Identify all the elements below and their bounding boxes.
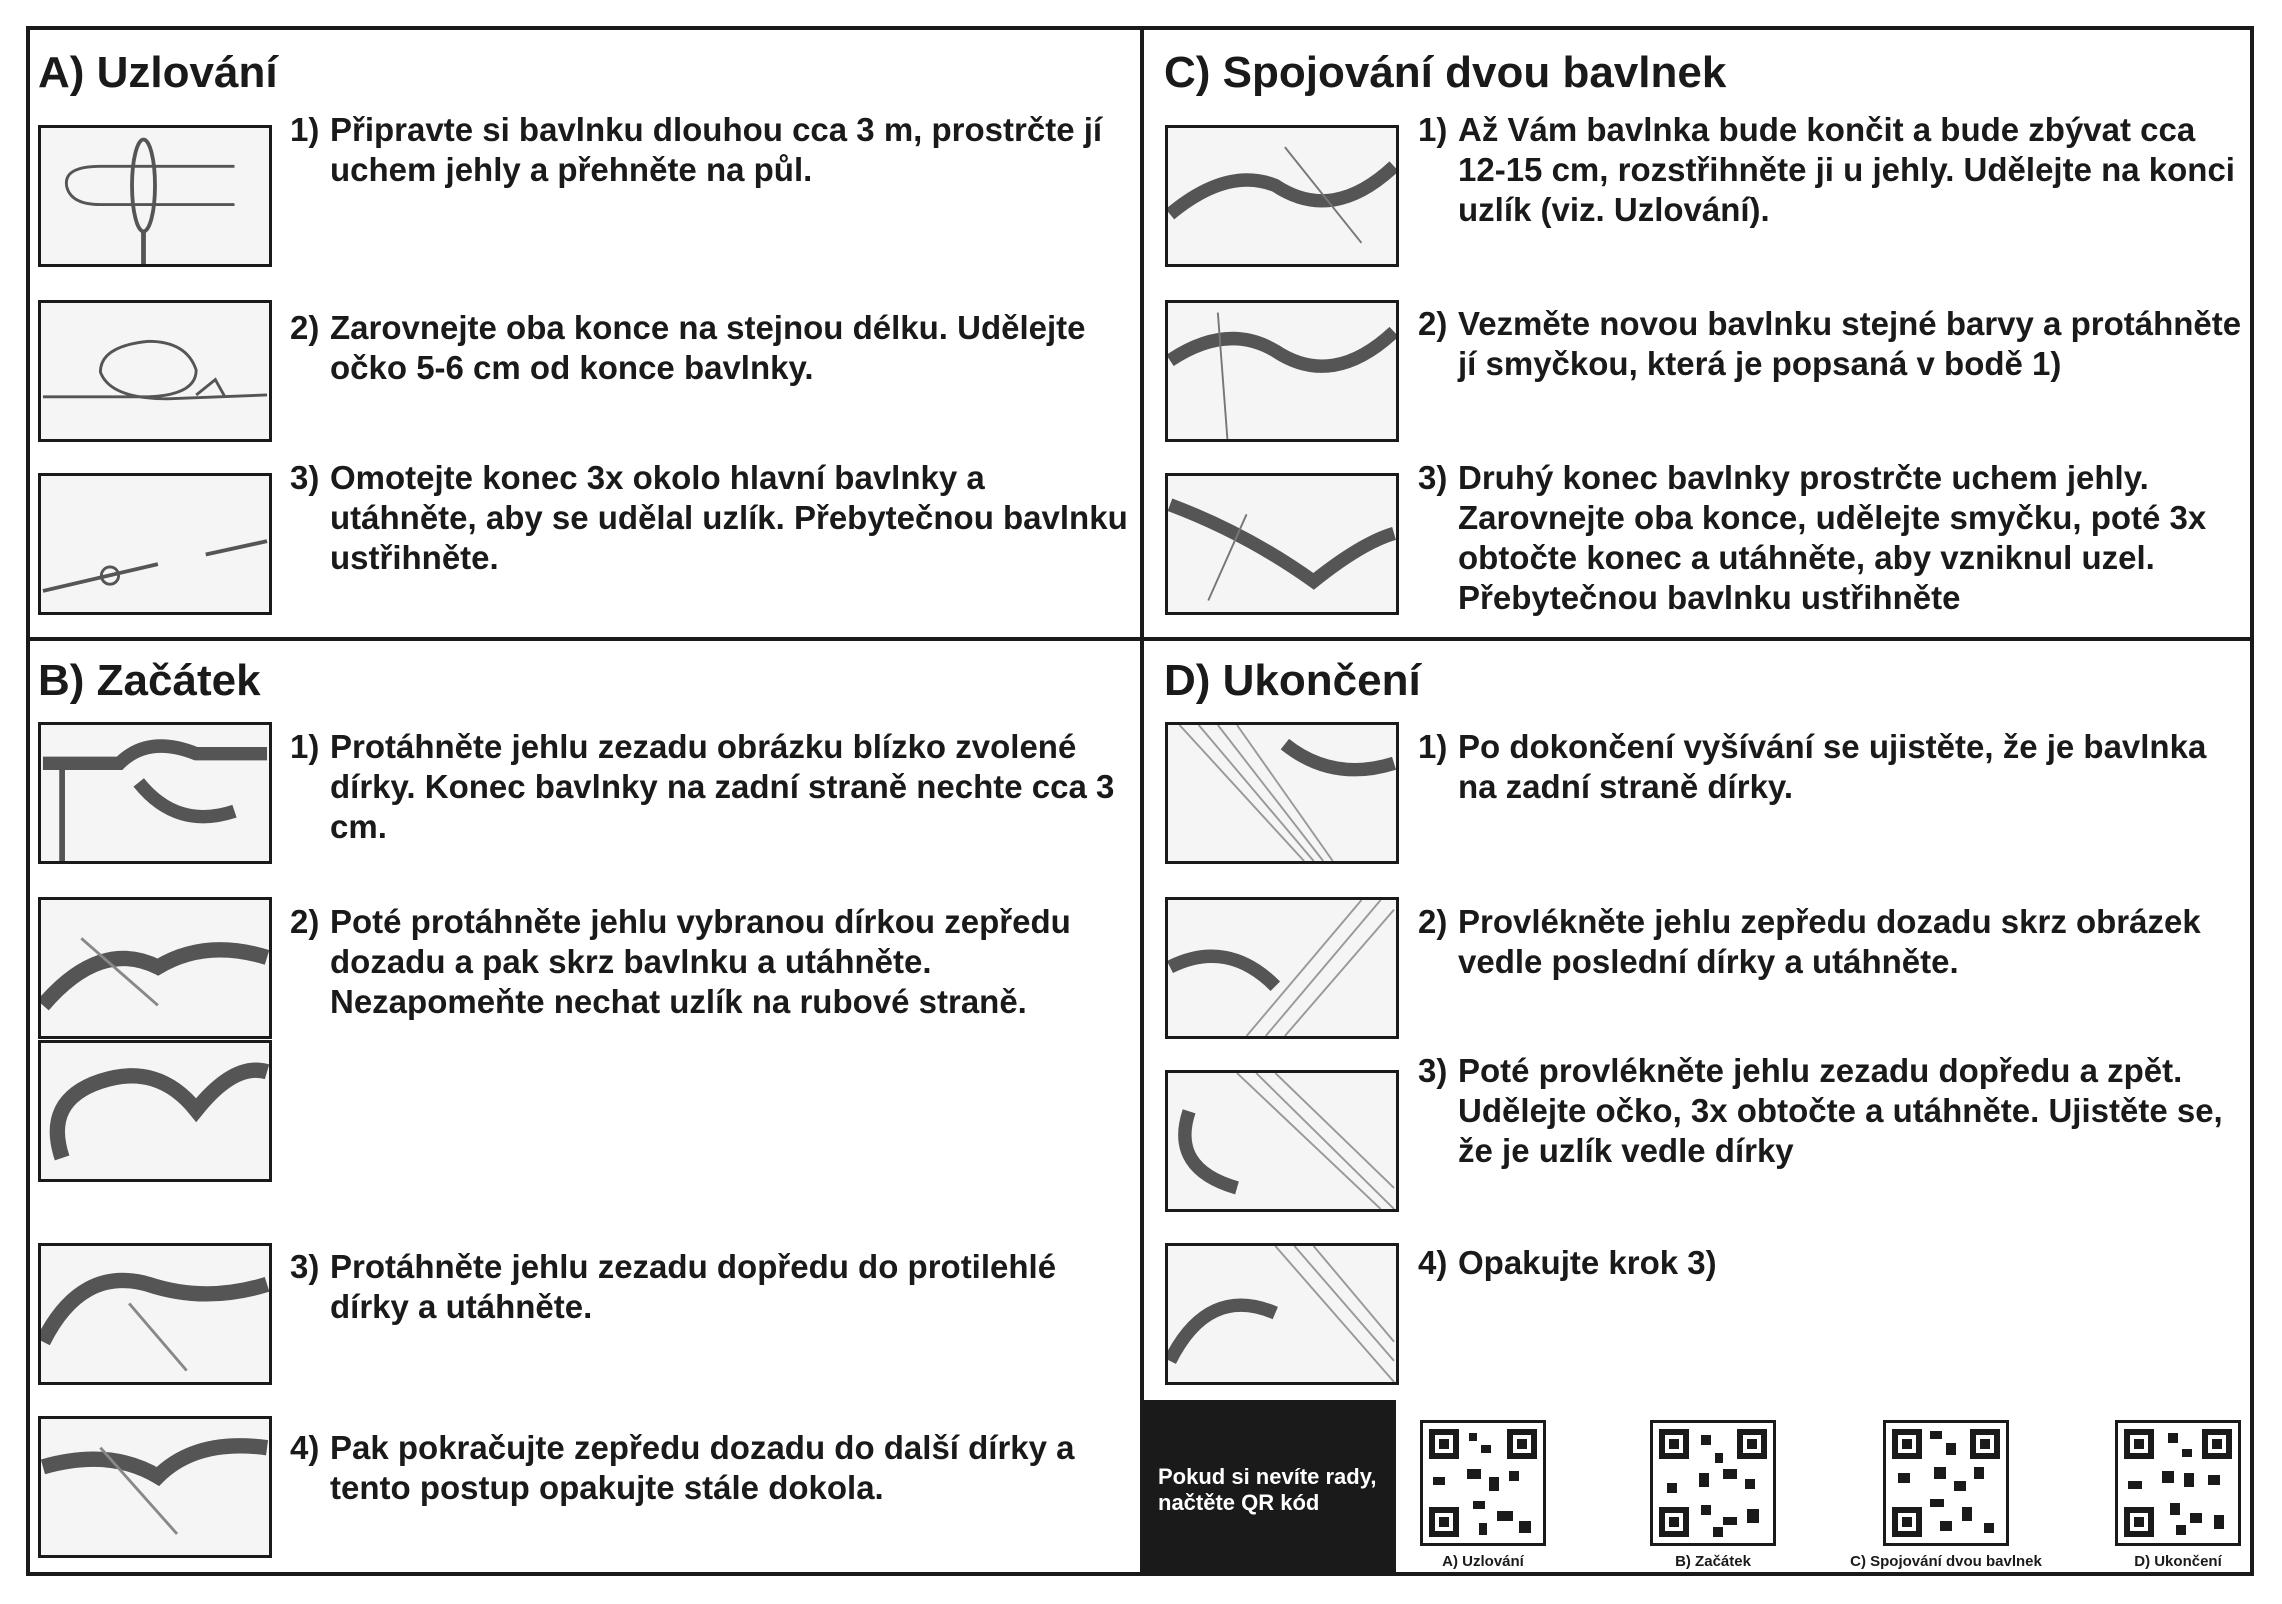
- qr-label-c: C) Spojování dvou bavlnek: [1850, 1553, 2042, 1570]
- step-b1: 1) Protáhněte jehlu zezadu obrázku blízko zvolené dírky. Konec bavlnky na zadní straně nechte cca 3 cm.: [290, 728, 1115, 845]
- illustration-d4: [1165, 1243, 1399, 1385]
- illustration-d1: [1165, 722, 1399, 864]
- illustration-b1: [38, 722, 272, 864]
- qr-code-icon: [1886, 1423, 2006, 1543]
- stitched-threads-icon: [1168, 900, 1396, 1036]
- step-a3: 3) Omotejte konec 3x okolo hlavní bavlnky a utáhněte, aby se udělal uzlík. Přebytečnou bavlnku ustřihněte.: [290, 459, 1128, 576]
- stitched-threads-icon: [1168, 1073, 1396, 1209]
- illustration-d2: [1165, 897, 1399, 1039]
- step-c1: 1) Až Vám bavlnka bude končit a bude zbývat cca 12-15 cm, rozstřihněte ji u jehly. Udělejte na konci uzlík (viz. Uzlování).: [1418, 111, 2235, 228]
- qr-code-b[interactable]: [1650, 1420, 1776, 1546]
- board-shape-icon: [41, 725, 269, 861]
- horizontal-divider: [26, 637, 2254, 641]
- illustration-c1: [1165, 125, 1399, 267]
- heart-board-icon: [41, 1043, 269, 1179]
- illustration-a3: [38, 473, 272, 615]
- illustration-c2: [1165, 300, 1399, 442]
- qr-code-d[interactable]: [2115, 1420, 2241, 1546]
- qr-code-a[interactable]: [1420, 1420, 1546, 1546]
- thread-board-icon: [1168, 303, 1396, 439]
- step-b4: 4) Pak pokračujte zepředu dozadu do další dírky a tento postup opakujte stále dokola.: [290, 1429, 1075, 1506]
- section-a-title: A) Uzlování: [38, 48, 278, 97]
- step-b3: 3) Protáhněte jehlu zezadu dopředu do protilehlé dírky a utáhněte.: [290, 1248, 1057, 1325]
- illustration-d3: [1165, 1070, 1399, 1212]
- illustration-b3: [38, 1243, 272, 1385]
- qr-label-d: D) Ukončení: [2134, 1553, 2222, 1570]
- qr-prompt-text: Pokud si nevíte rady, načtěte QR kód: [1158, 1464, 1377, 1515]
- qr-code-icon: [1653, 1423, 1773, 1543]
- thread-fold-icon: [41, 128, 269, 264]
- section-d-title: D) Ukončení: [1164, 656, 1421, 705]
- heart-board-icon: [41, 1246, 269, 1382]
- illustration-b4: [38, 1416, 272, 1558]
- section-b-title: B) Začátek: [38, 656, 261, 705]
- step-b2: 2) Poté protáhněte jehlu vybranou dírkou zepředu dozadu a pak skrz bavlnku a utáhněte. Nezapomeňte nechat uzlík na rubové straně.: [290, 903, 1071, 1020]
- thread-loop-icon: [41, 303, 269, 439]
- illustration-a1: [38, 125, 272, 267]
- thread-board-icon: [1168, 128, 1396, 264]
- step-c3: 3) Druhý konec bavlnky prostrčte uchem jehly. Zarovnejte oba konce, udělejte smyčku, poté 3x obtočte konec a utáhněte, aby vzniknul uzel. Přebytečnou bavlnku ustřihněte: [1418, 459, 2207, 616]
- step-a1: 1) Připravte si bavlnku dlouhou cca 3 m, prostrčte jí uchem jehly a přehněte na půl.: [290, 111, 1103, 188]
- qr-prompt-box: [1144, 1400, 1396, 1572]
- qr-code-c[interactable]: [1883, 1420, 2009, 1546]
- stitched-threads-icon: [1168, 1246, 1396, 1382]
- qr-label-b: B) Začátek: [1675, 1553, 1751, 1570]
- illustration-b2b: [38, 1040, 272, 1182]
- illustration-a2: [38, 300, 272, 442]
- step-d4: 4) Opakujte krok 3): [1418, 1244, 1717, 1281]
- vertical-divider: [1140, 26, 1144, 1576]
- section-c-title: C) Spojování dvou bavlnek: [1164, 48, 1727, 97]
- qr-label-a: A) Uzlování: [1442, 1553, 1524, 1570]
- qr-code-icon: [1423, 1423, 1543, 1543]
- step-c2: 2) Vezměte novou bavlnku stejné barvy a protáhněte jí smyčkou, která je popsaná v bodě 1): [1418, 305, 2242, 382]
- illustration-c3: [1165, 473, 1399, 615]
- step-d2: 2) Provlékněte jehlu zepředu dozadu skrz obrázek vedle poslední dírky a utáhněte.: [1418, 903, 2201, 980]
- stitched-threads-icon: [1168, 725, 1396, 861]
- qr-code-icon: [2118, 1423, 2238, 1543]
- step-d3: 3) Poté provlékněte jehlu zezadu dopředu a zpět. Udělejte očko, 3x obtočte a utáhněte. Ujistěte se, že je uzlík vedle dírky: [1418, 1052, 2223, 1169]
- thread-board-icon: [1168, 476, 1396, 612]
- board-stitch-icon: [41, 900, 269, 1036]
- illustration-b2a: [38, 897, 272, 1039]
- step-d1: 1) Po dokončení vyšívání se ujistěte, že je bavlnka na zadní straně dírky.: [1418, 728, 2207, 805]
- step-a2: 2) Zarovnejte oba konce na stejnou délku. Udělejte očko 5-6 cm od konce bavlnky.: [290, 309, 1086, 386]
- heart-board-icon: [41, 1419, 269, 1555]
- knot-icon: [41, 476, 269, 612]
